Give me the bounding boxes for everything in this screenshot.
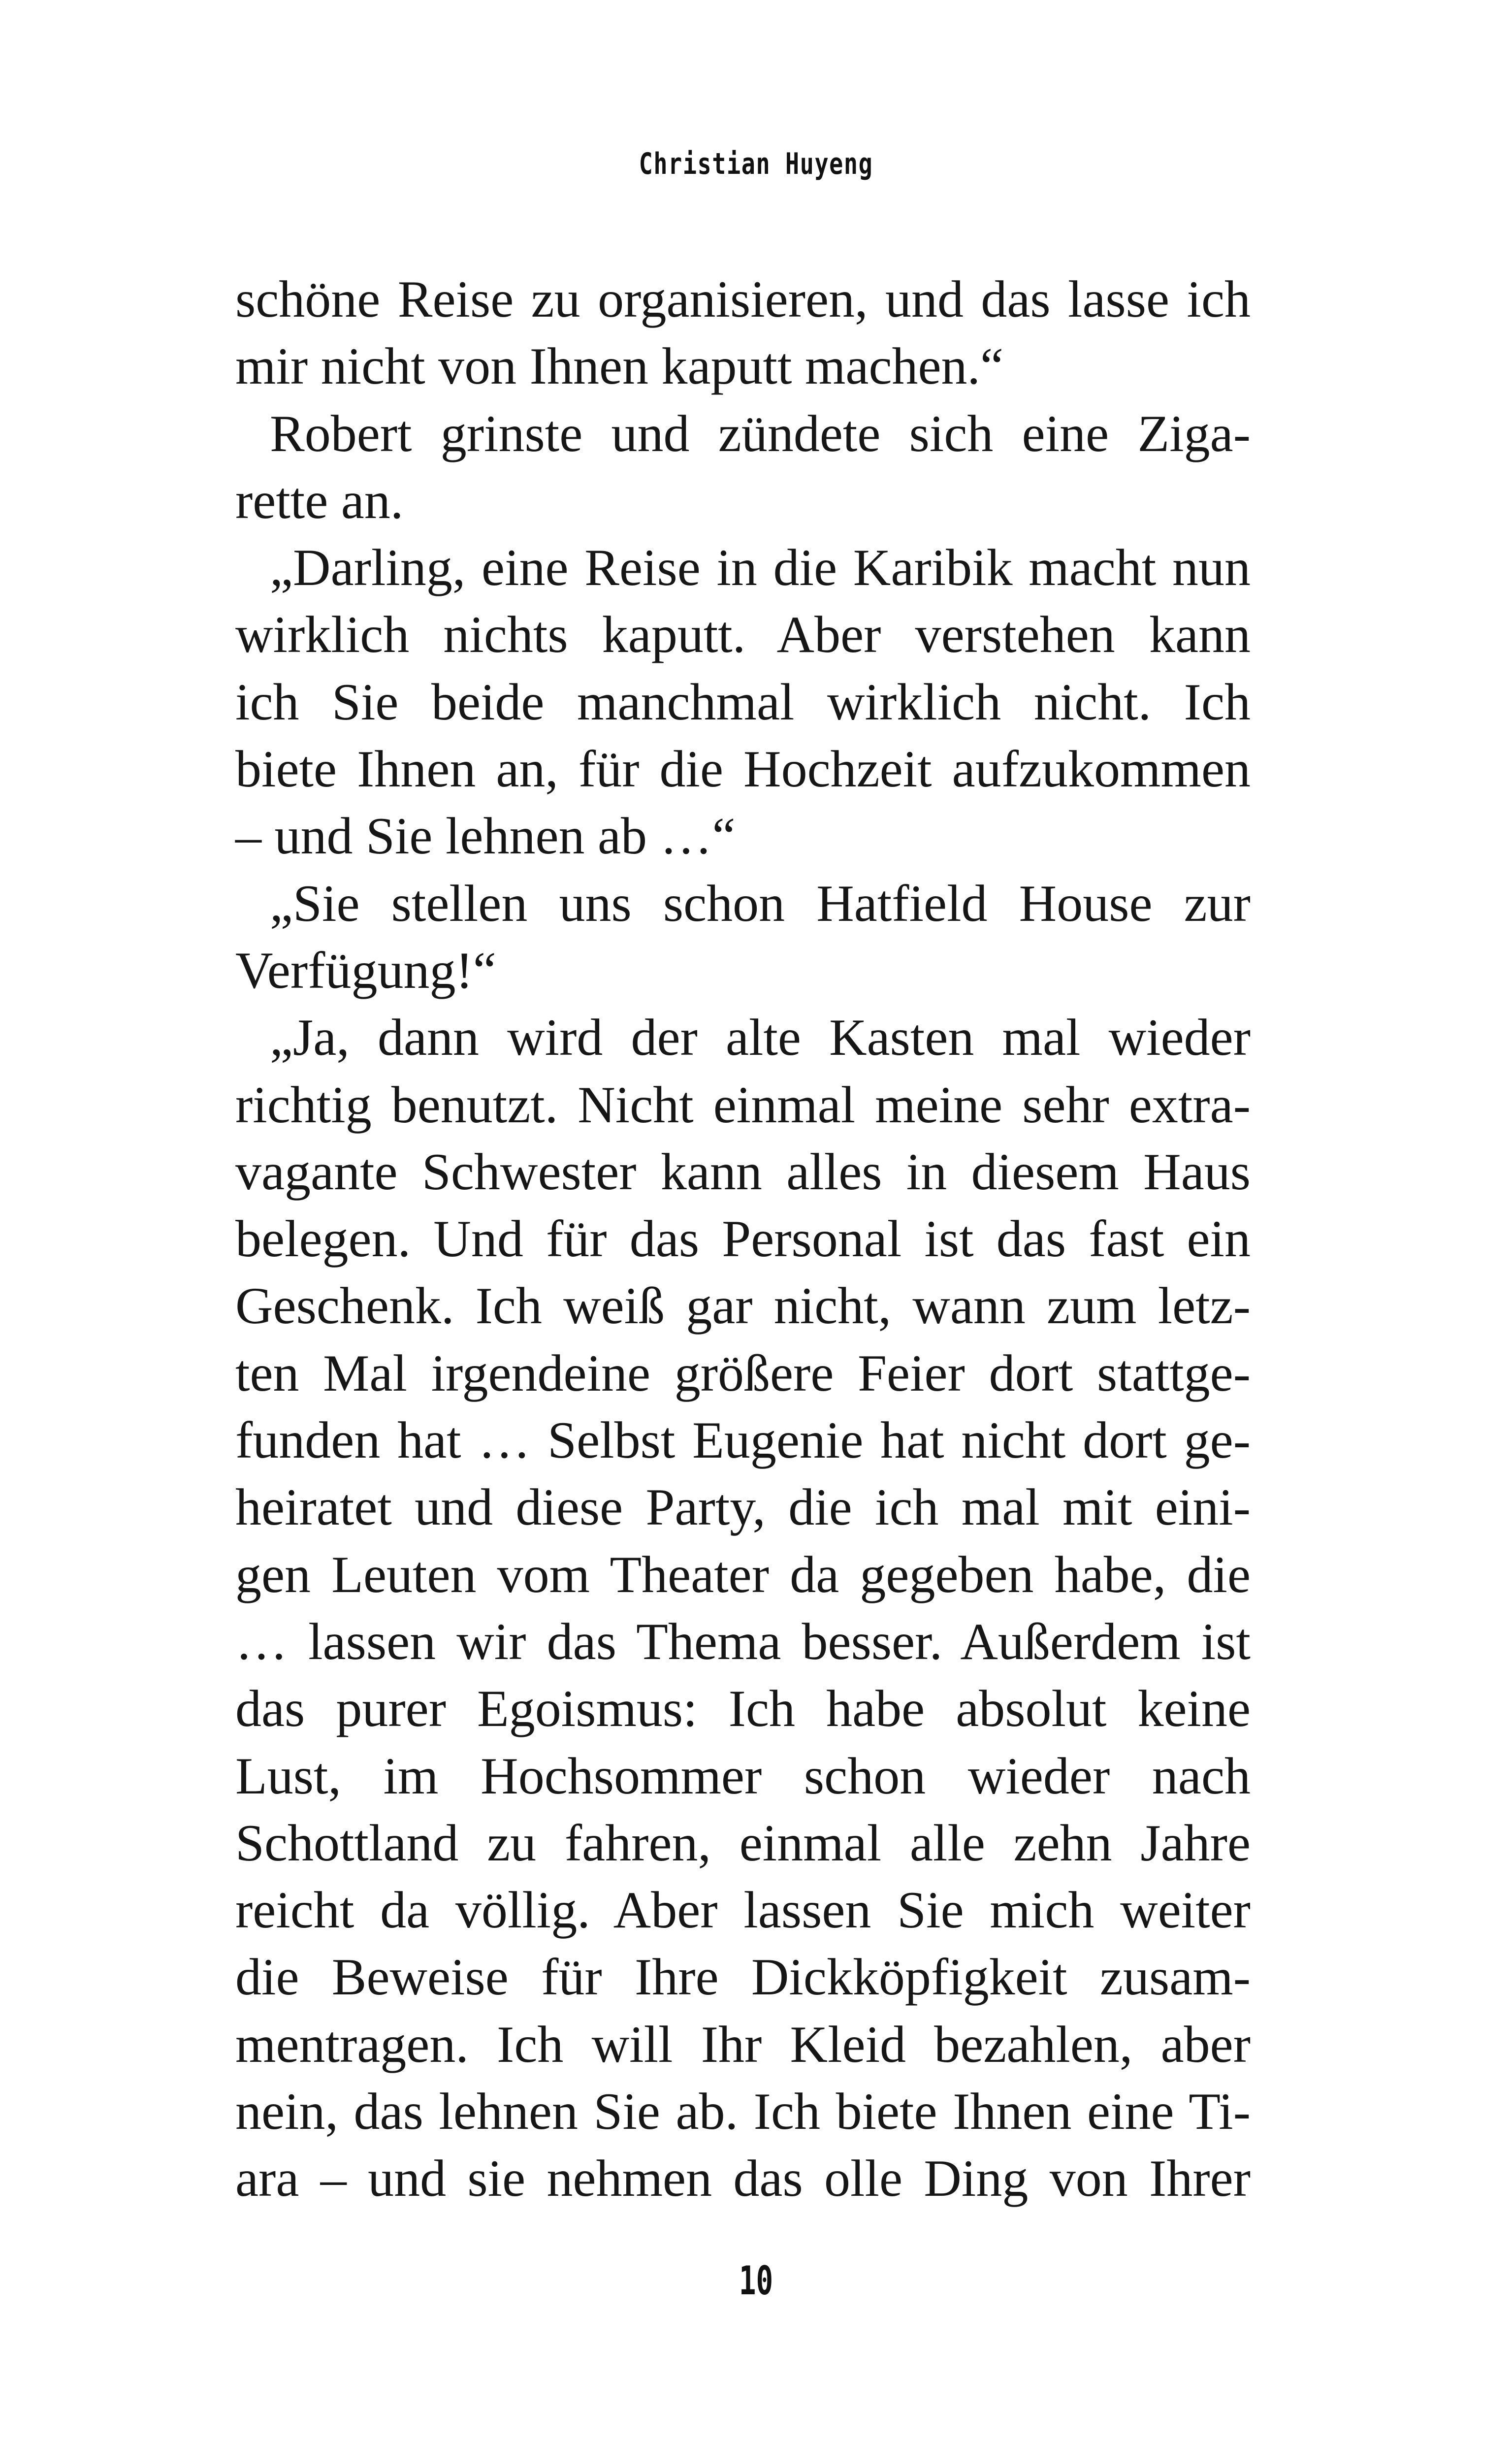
text-line: das purer Egoismus: Ich habe absolut keine: [235, 1680, 1251, 1738]
text-line: – und Sie lehnen ab …“: [235, 807, 736, 865]
text-line: biete Ihnen an, für die Hochzeit aufzukommen: [235, 740, 1251, 798]
text-line: … lassen wir das Thema besser. Außerdem ist: [235, 1612, 1251, 1670]
page-number: 10: [739, 2258, 773, 2304]
body-text: [235, 266, 1251, 2213]
text-line: vagante Schwester kann alles in diesem Haus: [235, 1142, 1251, 1201]
text-line: heiratet und diese Party, die ich mal mit eini-: [235, 1478, 1251, 1536]
text-line: „Darling, eine Reise in die Karibik macht nun: [270, 539, 1251, 597]
text-line: Geschenk. Ich weiß gar nicht, wann zum letz-: [235, 1277, 1251, 1335]
text-line: Lust, im Hochsommer schon wieder nach: [235, 1747, 1251, 1805]
text-line: „Sie stellen uns schon Hatfield House zur: [270, 874, 1251, 932]
text-line: wirklich nichts kaputt. Aber verstehen kann: [235, 606, 1251, 664]
text-line: ich Sie beide manchmal wirklich nicht. Ich: [235, 673, 1251, 731]
text-line: rette an.: [235, 471, 404, 529]
text-line: Robert grinste und zündete sich eine Ziga-: [270, 404, 1251, 462]
text-line: reicht da völlig. Aber lassen Sie mich weiter: [235, 1881, 1251, 1939]
text-line: belegen. Und für das Personal ist das fast ein: [235, 1210, 1251, 1268]
text-line: nein, das lehnen Sie ab. Ich biete Ihnen eine Ti-: [235, 2083, 1251, 2141]
text-line: ten Mal irgendeine größere Feier dort stattge-: [235, 1344, 1251, 1402]
text-line: gen Leuten vom Theater da gegeben habe, die: [235, 1545, 1251, 1603]
text-line: Schottland zu fahren, einmal alle zehn Jahre: [235, 1814, 1251, 1872]
text-line: Verfügung!“: [235, 941, 496, 999]
text-line: mentragen. Ich will Ihr Kleid bezahlen, aber: [235, 2015, 1251, 2073]
text-line: funden hat … Selbst Eugenie hat nicht dort ge-: [235, 1411, 1251, 1469]
text-line: richtig benutzt. Nicht einmal meine sehr extra-: [235, 1075, 1251, 1134]
text-line: „Ja, dann wird der alte Kasten mal wieder: [270, 1009, 1251, 1067]
text-line: ara – und sie nehmen das olle Ding von Ihrer: [235, 2150, 1251, 2208]
running-head-author: Christian Huyeng: [639, 147, 873, 181]
text-line: die Beweise für Ihre Dickköpfigkeit zusam-: [235, 1948, 1251, 2006]
text-line: schöne Reise zu organisieren, und das lasse ich: [235, 270, 1251, 328]
text-line: mir nicht von Ihnen kaputt machen.“: [235, 337, 1004, 395]
